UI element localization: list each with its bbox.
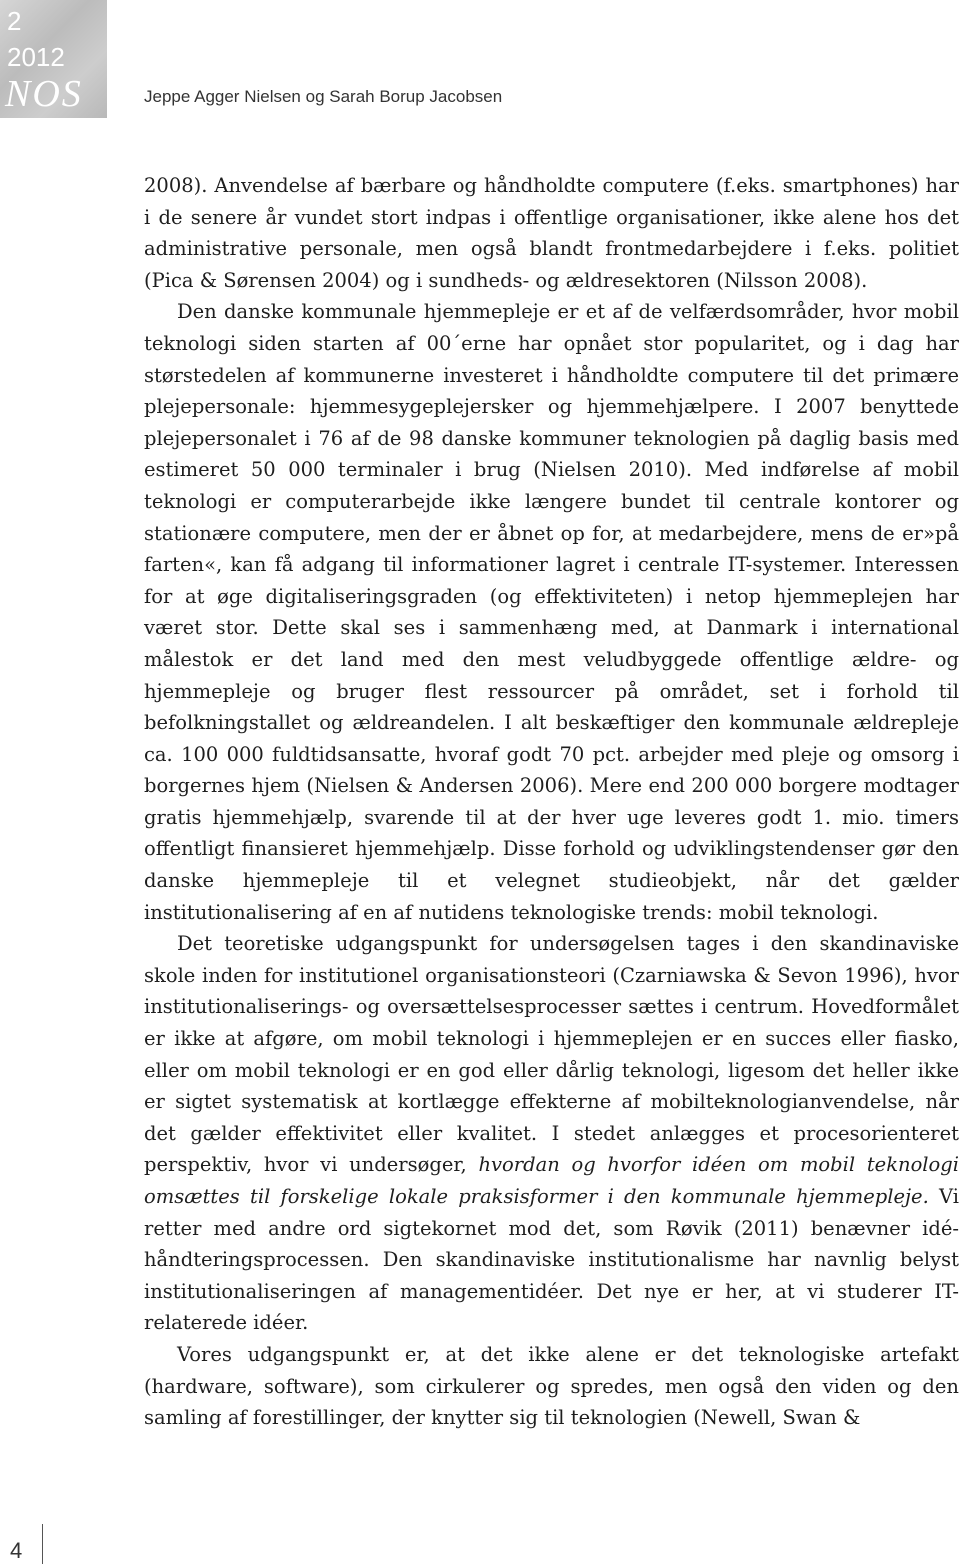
running-header-authors: Jeppe Agger Nielsen og Sarah Borup Jacobsen [144,87,503,106]
logo-year: 2012 [7,42,65,72]
article-body [144,170,959,1434]
paragraph-3-text: Det teoretiske udgangspunkt for undersøgelsen tages i den skandinaviske skole inden for institutionel organisationsteori (Czarniawska & Sevon 1996), hvor institutionaliserings- og oversættelsesprocesser sættes i centrum. Hovedformålet er ikke at afgøre, om mobil teknologi i hjemmeplejen er en succes eller fiasko, eller om mobil teknologi er en god eller dårlig teknologi, ligesom det heller ikke er sigtet systematisk at kortlægge effekterne af mobilteknologianvendelse, når det gælder effektivitet eller kvalitet. I stedet anlægges et procesorienteret perspektiv, hvor vi undersøger, [144,932,959,1177]
logo-journal-name: NOS [5,73,83,115]
paragraph-1-text: 2008). Anvendelse af bærbare og håndholdte computere (f.eks. smartphones) har i de senere år vundet stort indpas i offentlige organisationer, ikke alene hos det administrative personale, men også blandt frontmedarbejdere i f.eks. politiet (Pica & Sørensen 2004) og i sundheds- og ældresektoren (Nilsson 2008). [144,174,959,292]
journal-logo [0,0,107,118]
paragraph-4 [144,1339,959,1434]
paragraph-3-italic-phrase: hvordan og hvorfor idéen om mobil teknologi omsættes til forskelige lokale praksisformer i den kommunale hjemmepleje. [144,1153,960,1208]
paragraph-3 [144,928,959,1339]
paragraph-1 [144,170,959,296]
page-number: 4 [10,1538,23,1563]
logo-issue-number: 2 [7,6,22,36]
paragraph-2-text: Den danske kommunale hjemmepleje er et af de velfærdsområder, hvor mobil teknologi siden starten af 00´erne har opnået stor popularitet, og i dag har størstedelen af kommunerne investeret i håndholdte computere til det primære plejepersonale: hjemmesygeplejersker og hjemmehjælpere. I 2007 benyttede plejepersonalet i 76 af de 98 danske kommuner teknologien på daglig basis med estimeret 50 000 terminaler i brug (Nielsen 2010). Med indførelse af mobil teknologi er computerarbejde ikke længere bundet til centrale kontorer og stationære computere, men der er åbnet op for, at medarbejdere, mens de er»på farten«, kan få adgang til informationer lagret i centrale IT-systemer. Interessen for at øge digitaliseringsgraden (og effektiviteten) i netop hjemmeplejen har været stor. Dette skal ses i sammenhæng med, at Danmark i international målestok er det land med den mest veludbyggede offentlige ældre- og hjemmepleje og bruger flest ressourcer på området, set i forhold til befolkningstallet og ældreandelen. I alt beskæftiger den kommunale ældrepleje ca. 100 000 fuldtidsansatte, hvoraf godt 70 pct. arbejder med pleje og omsorg i borgernes hjem (Nielsen & Andersen 2006). Mere end 200 000 borgere modtager gratis hjemmehjælp, svarende til at der hver uge leveres godt 1. mio. timers offentligt finansieret hjemmehjælp. Disse forhold og udviklingstendenser gør den danske hjemmepleje til et velegnet studieobjekt, når det gælder institutionalisering af en af nutidens teknologiske trends: mobil teknologi. [144,300,959,924]
paragraph-2 [144,296,959,928]
paragraph-3-tail: Vi retter med andre ord sigtekornet mod det, som Røvik (2011) benævner idé-håndteringsprocessen. Den skandinaviske institutionalisme har navnlig belyst institutionaliseringen af managementidéer. Det nye er her, at vi studerer IT-relaterede idéer. [144,1185,960,1335]
paragraph-4-text: Vores udgangspunkt er, at det ikke alene er det teknologiske artefakt (hardware, software), som cirkulerer og spredes, men også den viden og den samling af forestillinger, der knytter sig til teknologien (Newell, Swan & [144,1342,959,1430]
